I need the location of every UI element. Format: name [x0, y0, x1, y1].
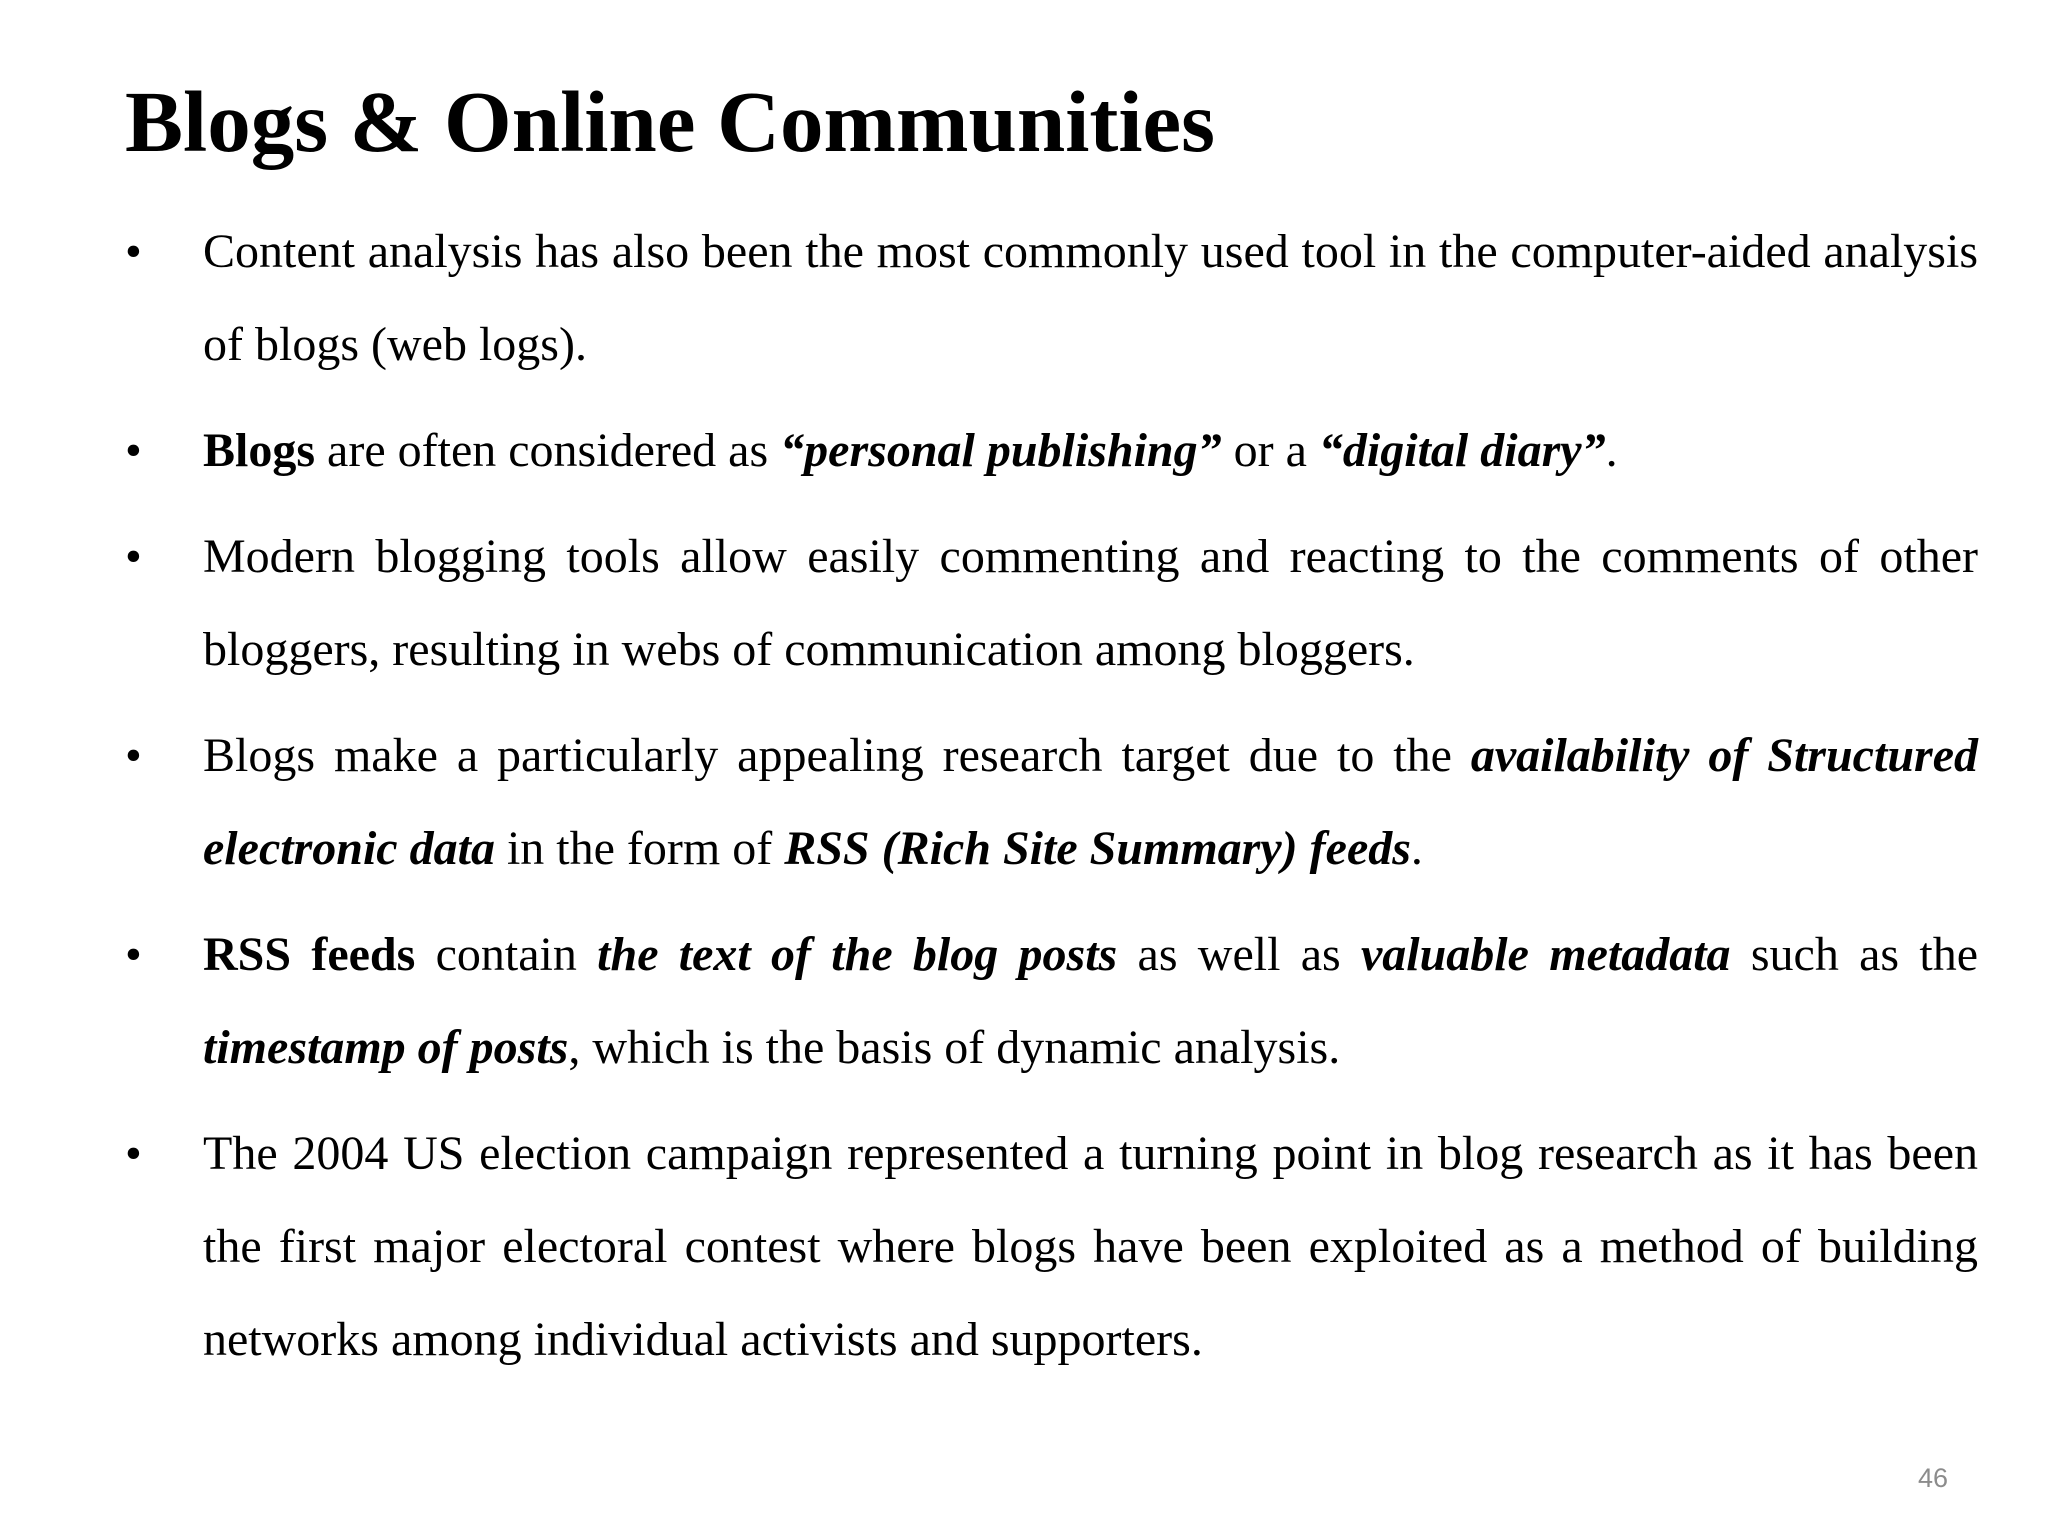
- text-segment: contain: [415, 928, 598, 981]
- bullet-marker: •: [125, 530, 142, 583]
- text-segment: RSS feeds: [203, 928, 416, 981]
- text-segment: .: [1410, 822, 1423, 875]
- bullet-marker: •: [125, 424, 142, 477]
- bullet-item: [125, 510, 1978, 696]
- bullet-text: [203, 928, 1978, 1074]
- bullet-item: [125, 709, 1978, 895]
- text-segment: Blogs make a particularly appealing research target due to the: [203, 729, 1471, 782]
- text-segment: .: [1605, 424, 1618, 477]
- page-number: 46: [1917, 1463, 1948, 1493]
- bullet-text: [203, 1127, 1978, 1366]
- bullet-text: [203, 530, 1978, 676]
- bullet-marker: •: [125, 729, 142, 782]
- text-segment: “digital diary”: [1318, 424, 1606, 477]
- text-segment: the text of the blog posts: [597, 928, 1118, 981]
- bullet-item: [125, 404, 1978, 497]
- bullet-item: [125, 908, 1978, 1094]
- bullet-marker: •: [125, 928, 142, 981]
- bullet-marker: •: [125, 1127, 142, 1180]
- bullet-item: [125, 1107, 1978, 1386]
- text-segment: Content analysis has also been the most commonly used tool in the computer-aided analysis of blogs (web logs).: [203, 225, 1978, 371]
- text-segment: such as the: [1730, 928, 1978, 981]
- text-segment: in the form of: [494, 822, 785, 875]
- bullet-list: [125, 205, 1978, 1399]
- text-segment: or a: [1221, 424, 1319, 477]
- bullet-item: [125, 205, 1978, 391]
- text-segment: availability of Structured electronic data: [203, 729, 1978, 875]
- text-segment: timestamp of posts: [203, 1021, 569, 1074]
- text-segment: RSS (Rich Site Summary) feeds: [784, 822, 1411, 875]
- text-segment: “personal publishing”: [780, 424, 1222, 477]
- bullet-marker: •: [125, 225, 142, 278]
- slide-title: Blogs & Online Communities: [125, 73, 1216, 170]
- bullet-text: [203, 225, 1978, 371]
- bullet-text: [203, 424, 1618, 477]
- text-segment: The 2004 US election campaign represented a turning point in blog research as it has been the first major electoral contest where blogs have been exploited as a method of building networks among individual activists and supporters.: [203, 1127, 1978, 1366]
- text-segment: Blogs: [203, 424, 316, 477]
- bullet-text: [203, 729, 1978, 875]
- text-segment: , which is the basis of dynamic analysis.: [568, 1021, 1341, 1074]
- text-segment: valuable metadata: [1360, 928, 1731, 981]
- text-segment: as well as: [1117, 928, 1361, 981]
- text-segment: Modern blogging tools allow easily commenting and reacting to the comments of other bloggers, resulting in webs of communication among bloggers.: [203, 530, 1978, 676]
- text-segment: are often considered as: [315, 424, 781, 477]
